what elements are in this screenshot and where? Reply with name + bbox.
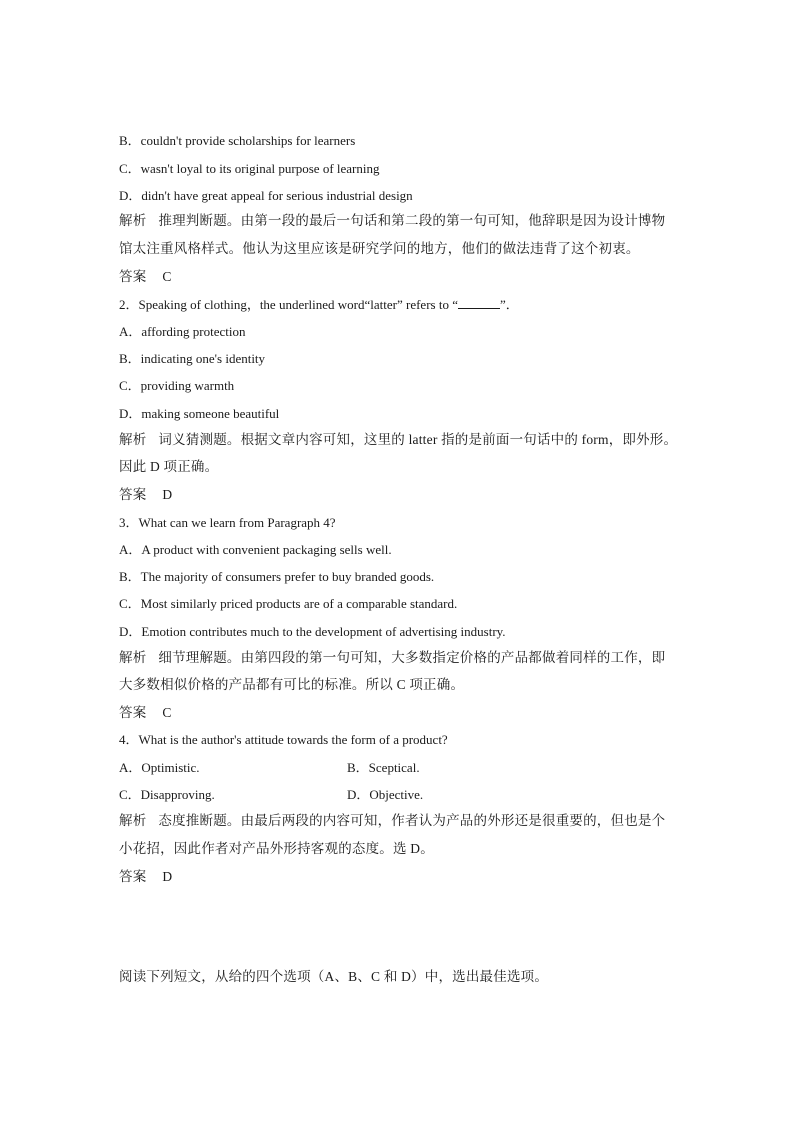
answer-label: 答案	[119, 487, 147, 502]
answer-label: 答案	[119, 705, 147, 720]
analysis-label: 解析	[119, 213, 147, 228]
q3-analysis-line1	[119, 649, 665, 667]
q4-analysis-line1	[119, 812, 665, 830]
q2-analysis-line2: 因此 D 项正确。	[119, 459, 219, 474]
q2-stem-end: ”．	[499, 297, 519, 312]
q4-option-c: C．Disapproving.	[119, 787, 215, 802]
q2-stem-text: 2．Speaking of clothing，the underlined word“latter” refers to “	[119, 297, 458, 312]
q1-answer	[119, 268, 172, 286]
answer-value: C	[162, 705, 172, 720]
q3-analysis-line2: 大多数相似价格的产品都有可比的标准。所以 C 项正确。	[119, 677, 465, 692]
q3-option-d: D．Emotion contributes much to the development of advertising industry.	[119, 624, 506, 639]
analysis-text: 细节理解题。由第四段的第一句可知，大多数指定价格的产品都做着同样的工作，即	[158, 650, 666, 665]
answer-blank	[458, 296, 500, 309]
answer-label: 答案	[119, 869, 147, 884]
answer-label: 答案	[119, 269, 147, 284]
analysis-text: 词义猜测题。根据文章内容可知，这里的 latter 指的是前面一句话中的 form，即外形。	[158, 432, 678, 447]
q3-stem: 3．What can we learn from Paragraph 4?	[119, 515, 336, 530]
q4-option-d: D．Objective.	[347, 787, 424, 802]
q2-option-d: D．making someone beautiful	[119, 406, 280, 421]
q2-option-a: A．affording protection	[119, 324, 246, 339]
q4-option-a: A．Optimistic.	[119, 760, 200, 775]
analysis-text: 态度推断题。由最后两段的内容可知，作者认为产品的外形还是很重要的，但也是个	[158, 813, 666, 828]
q2-stem	[119, 296, 519, 314]
q1-option-d: D．didn't have great appeal for serious industrial design	[119, 188, 413, 203]
q2-analysis-line1	[119, 431, 677, 449]
q1-option-b: B．couldn't provide scholarships for learners	[119, 133, 356, 148]
q3-option-c: C．Most similarly priced products are of a comparable standard.	[119, 596, 458, 611]
q4-option-b: B．Sceptical.	[347, 760, 420, 775]
section-instruction: 阅读下列短文，从给的四个选项（A、B、C 和 D）中，选出最佳选项。	[119, 969, 549, 984]
q3-option-a: A．A product with convenient packaging sells well.	[119, 542, 392, 557]
q1-analysis-line1	[119, 212, 665, 230]
q4-stem: 4．What is the author's attitude towards the form of a product?	[119, 732, 448, 747]
q2-option-b: B．indicating one's identity	[119, 351, 266, 366]
q4-analysis-line2: 小花招，因此作者对产品外形持客观的态度。选 D。	[119, 841, 434, 856]
q2-answer	[119, 486, 172, 504]
q2-option-c: C．providing warmth	[119, 378, 235, 393]
q4-answer	[119, 868, 172, 886]
answer-value: C	[162, 269, 172, 284]
answer-value: D	[162, 869, 173, 884]
analysis-label: 解析	[119, 432, 147, 447]
analysis-text: 推理判断题。由第一段的最后一句话和第二段的第一句可知，他辞职是因为设计博物	[158, 213, 666, 228]
q3-option-b: B．The majority of consumers prefer to buy branded goods.	[119, 569, 435, 584]
q1-option-c: C．wasn't loyal to its original purpose of learning	[119, 161, 380, 176]
q1-analysis-line2: 馆太注重风格样式。他认为这里应该是研究学问的地方，他们的做法违背了这个初衷。	[119, 241, 640, 256]
analysis-label: 解析	[119, 813, 147, 828]
answer-value: D	[162, 487, 173, 502]
analysis-label: 解析	[119, 650, 147, 665]
q3-answer	[119, 704, 172, 722]
